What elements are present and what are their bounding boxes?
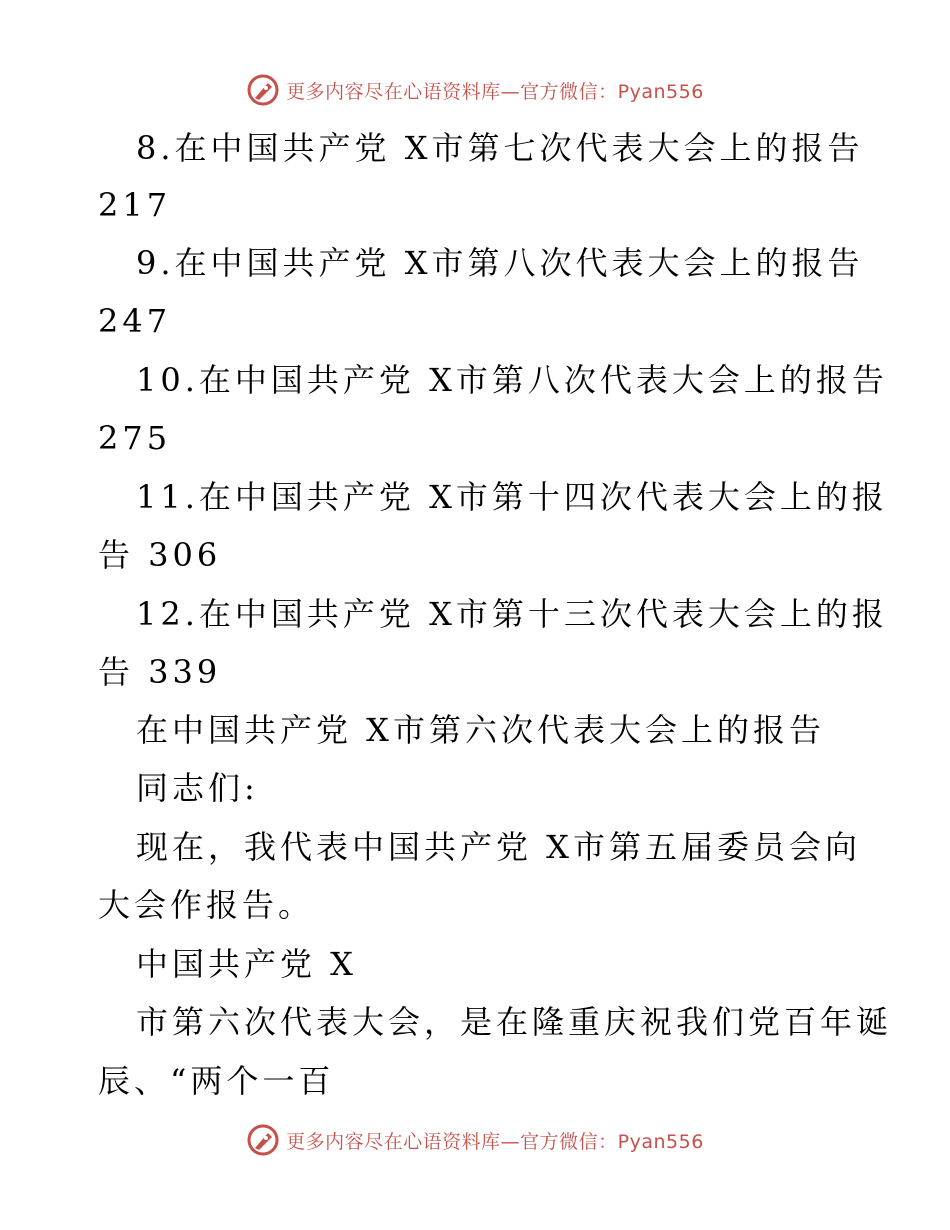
paragraph-line: 市第六次代表大会，是在隆重庆祝我们党百年诞 xyxy=(136,1003,893,1041)
pen-nib-logo-icon xyxy=(246,1123,280,1157)
paragraph-line: 中国共产党 X xyxy=(136,945,357,983)
toc-entry-11: 11.在中国共产党 X市第十四次代表大会上的报 xyxy=(136,478,888,516)
toc-entry-9: 9.在中国共产党 X市第八次代表大会上的报告 xyxy=(136,244,864,282)
salutation: 同志们: xyxy=(136,769,259,807)
toc-entry-10-page: 275 xyxy=(98,419,172,457)
toc-entry-8-page: 217 xyxy=(98,186,172,224)
header-watermark xyxy=(0,70,950,110)
toc-entry-8: 8.在中国共产党 X市第七次代表大会上的报告 xyxy=(136,129,864,167)
watermark-text: 更多内容尽在心语资料库—官方微信：Pyan556 xyxy=(286,1130,704,1153)
toc-entry-9-page: 247 xyxy=(98,302,172,340)
section-title: 在中国共产党 X市第六次代表大会上的报告 xyxy=(136,711,825,749)
toc-entry-10: 10.在中国共产党 X市第八次代表大会上的报告 xyxy=(136,361,888,399)
toc-entry-12-page: 告 339 xyxy=(98,653,222,691)
toc-entry-11-page: 告 306 xyxy=(98,536,222,574)
pen-nib-logo-icon xyxy=(246,73,280,107)
watermark-text: 更多内容尽在心语资料库—官方微信：Pyan556 xyxy=(286,80,704,103)
paragraph-line: 大会作报告。 xyxy=(98,886,315,924)
paragraph-line: 辰、“两个一百 xyxy=(98,1062,335,1100)
toc-entry-12: 12.在中国共产党 X市第十三次代表大会上的报 xyxy=(136,595,888,633)
paragraph-line: 现在，我代表中国共产党 X市第五届委员会向 xyxy=(136,828,861,866)
footer-watermark xyxy=(0,1120,950,1160)
